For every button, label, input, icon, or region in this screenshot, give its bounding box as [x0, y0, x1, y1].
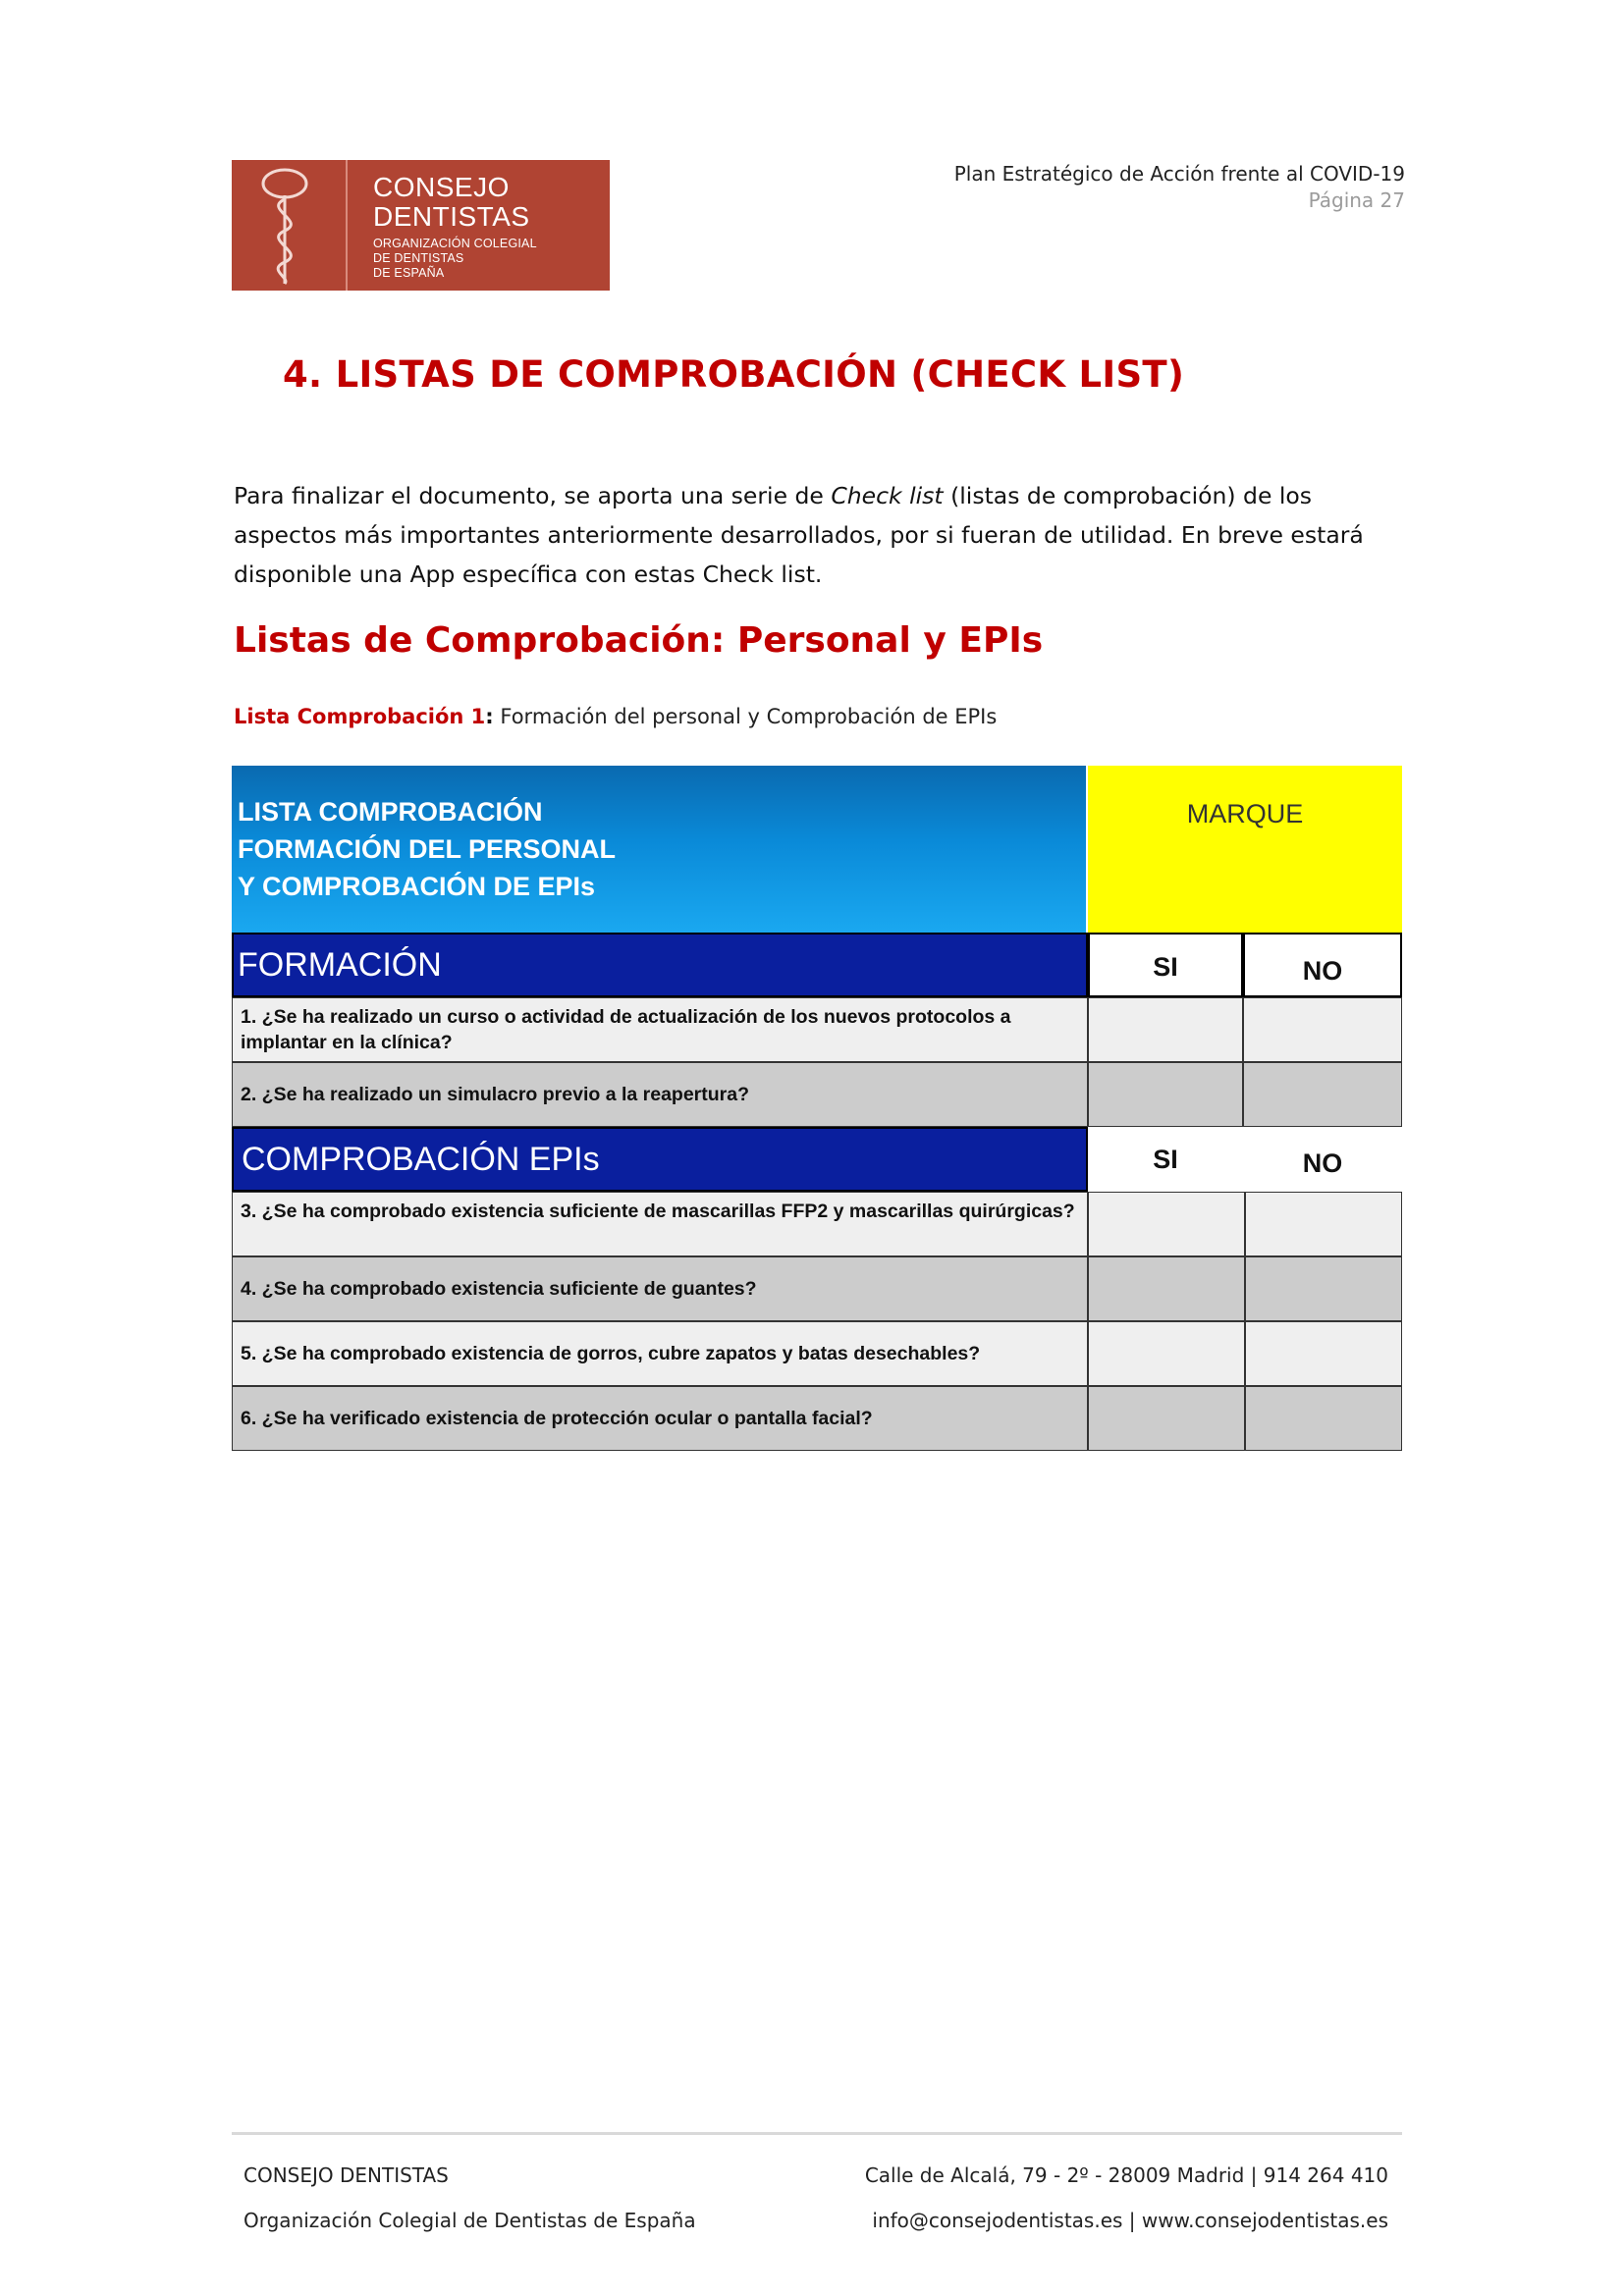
check-list-term: Check list [831, 482, 944, 509]
checklist-header-line: LISTA COMPROBACIÓN [238, 797, 543, 827]
si-checkbox[interactable] [1088, 1192, 1245, 1256]
si-column-header: SI [1088, 933, 1243, 997]
si-checkbox[interactable] [1088, 1062, 1243, 1127]
question-text: 3. ¿Se ha comprobado existencia suficiente de mascarillas FFP2 y mascarillas quirúrgicas? [232, 1192, 1088, 1256]
si-checkbox[interactable] [1088, 997, 1243, 1062]
logo-line-2: DENTISTAS [373, 201, 530, 232]
footer-org: CONSEJO DENTISTAS [243, 2163, 449, 2187]
no-checkbox[interactable] [1245, 1386, 1402, 1451]
list-caption: Lista Comprobación 1: Formación del personal y Comprobación de EPIs [234, 705, 998, 728]
question-row [232, 1386, 1402, 1451]
question-row [232, 1321, 1402, 1386]
question-row [232, 1192, 1402, 1256]
footer-address: Calle de Alcalá, 79 - 2º - 28009 Madrid | 914 264 410 [864, 2163, 1388, 2187]
checklist-header [232, 766, 1086, 933]
checklist-header-line: Y COMPROBACIÓN DE EPIs [238, 872, 596, 901]
question-text: 4. ¿Se ha comprobado existencia suficiente de guantes? [232, 1256, 1088, 1321]
question-text: 6. ¿Se ha verificado existencia de protección ocular o pantalla facial? [232, 1386, 1088, 1451]
organization-logo [232, 160, 610, 291]
logo-line-1: CONSEJO [373, 172, 510, 202]
mark-header [1088, 766, 1402, 933]
logo-subtitle: ORGANIZACIÓN COLEGIAL DE DENTISTAS DE ESPAÑA [373, 237, 537, 280]
caduceus-icon [245, 166, 320, 286]
question-text: 1. ¿Se ha realizado un curso o actividad de actualización de los nuevos protocolos a implantar en la clínica? [232, 997, 1088, 1062]
section-title: 4. LISTAS DE COMPROBACIÓN (CHECK LIST) [283, 353, 1185, 396]
no-checkbox[interactable] [1245, 1256, 1402, 1321]
no-checkbox[interactable] [1243, 997, 1402, 1062]
no-checkbox[interactable] [1245, 1321, 1402, 1386]
page-number: Página 27 [1308, 188, 1405, 212]
footer-divider [232, 2132, 1402, 2135]
document-header [954, 160, 1405, 213]
footer-contact: info@consejodentistas.es | www.consejodentistas.es [872, 2209, 1388, 2232]
logo-divider [346, 160, 348, 291]
si-column-header: SI [1088, 1127, 1243, 1192]
question-row [232, 1062, 1402, 1127]
mark-label: MARQUE [1186, 799, 1304, 828]
intro-paragraph: Para finalizar el documento, se aporta una serie de Check list (listas de comprobación) de los aspectos más importantes anteriormente desarrollados, por si fueran de utilidad. En breve estará disponible una App específica con estas Check list. [234, 482, 1364, 588]
no-checkbox[interactable] [1245, 1192, 1402, 1256]
section-bar-formacion: FORMACIÓN [232, 933, 1088, 997]
question-text: 2. ¿Se ha realizado un simulacro previo a la reapertura? [232, 1062, 1088, 1127]
no-column-header: NO [1243, 1127, 1402, 1192]
subsection-title: Listas de Comprobación: Personal y EPIs [234, 620, 1044, 661]
checklist-header-line: FORMACIÓN DEL PERSONAL [238, 834, 617, 864]
question-row [232, 1256, 1402, 1321]
checklist-table [232, 766, 1402, 1453]
si-checkbox[interactable] [1088, 1256, 1245, 1321]
no-column-header: NO [1243, 933, 1402, 997]
footer-org-full: Organización Colegial de Dentistas de España [243, 2209, 696, 2232]
no-checkbox[interactable] [1243, 1062, 1402, 1127]
si-checkbox[interactable] [1088, 1386, 1245, 1451]
section-bar-comprobacion-epis: COMPROBACIÓN EPIs [232, 1127, 1088, 1192]
document-title: Plan Estratégico de Acción frente al COVID-19 [953, 162, 1405, 186]
si-checkbox[interactable] [1088, 1321, 1245, 1386]
question-text: 5. ¿Se ha comprobado existencia de gorros, cubre zapatos y batas desechables? [232, 1321, 1088, 1386]
question-row [232, 997, 1402, 1062]
